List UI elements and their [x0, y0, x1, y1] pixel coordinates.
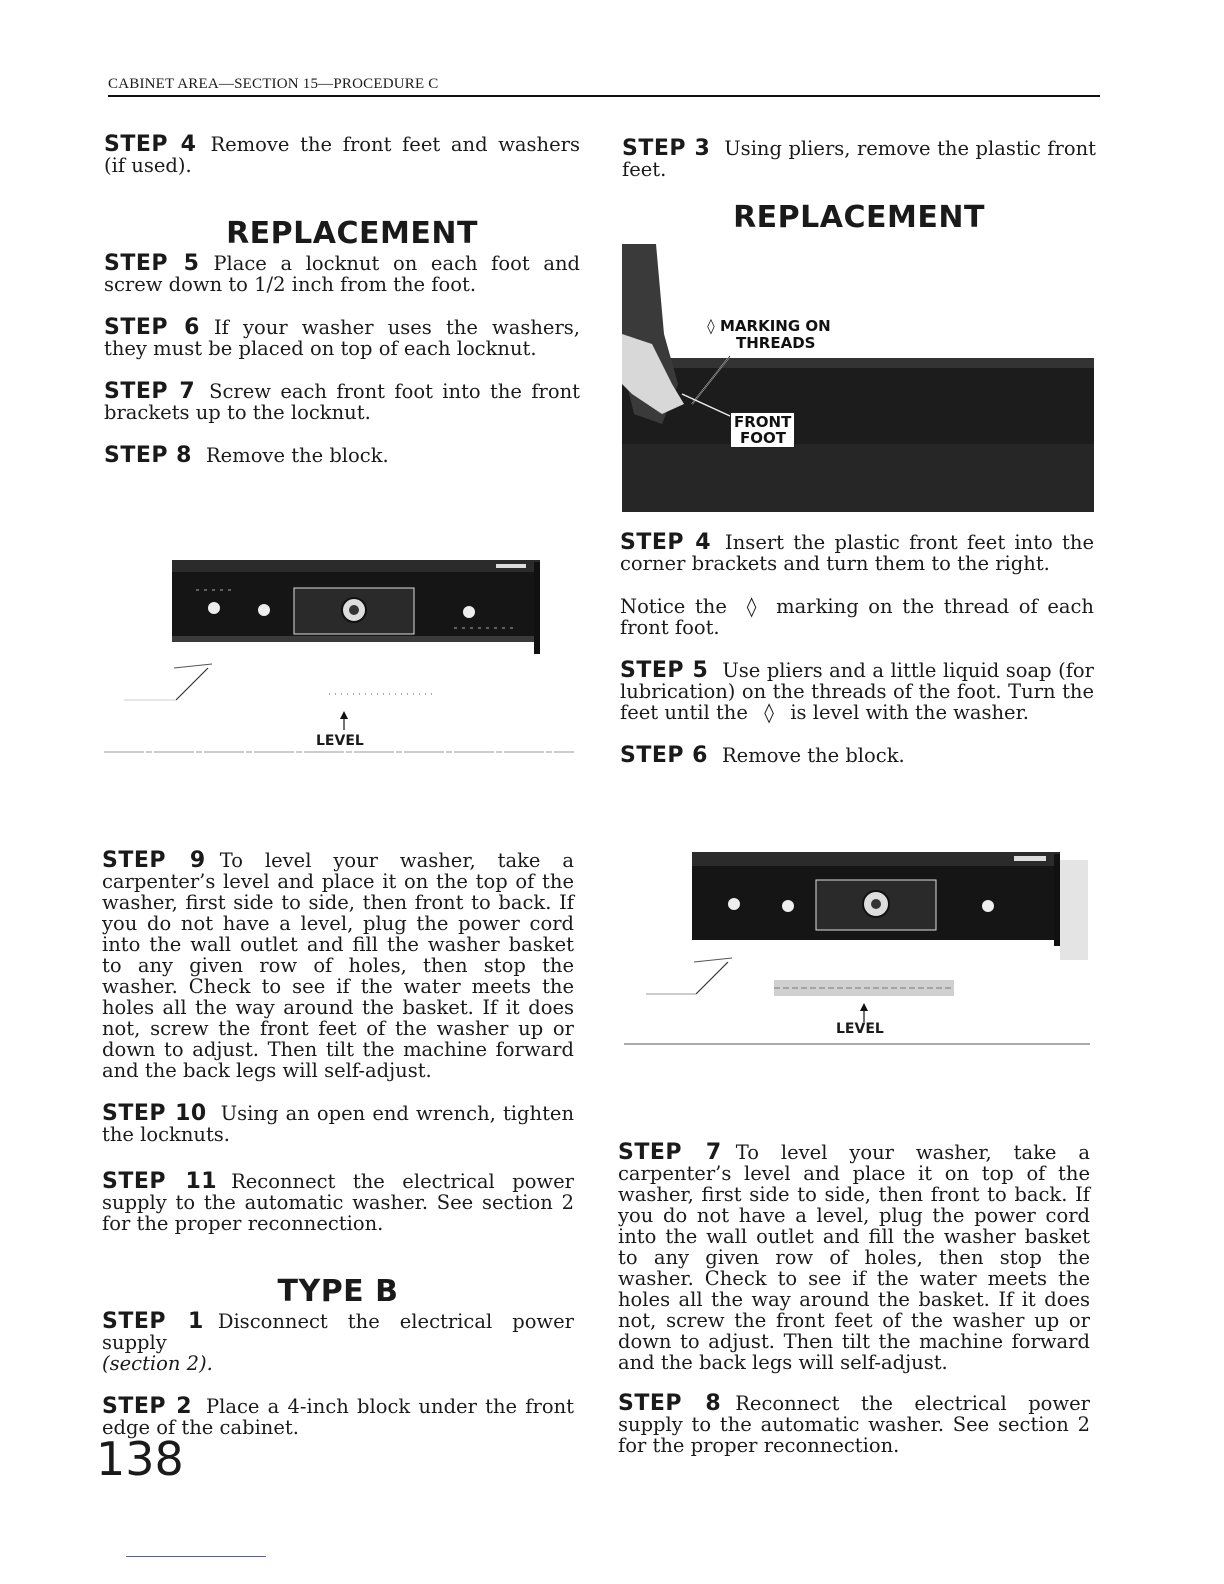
step-label: STEP 6 — [620, 743, 708, 768]
left-washer-figure — [104, 550, 574, 760]
left-step-8 — [104, 445, 580, 466]
front-foot-line2: FOOT — [740, 429, 786, 447]
left-step-10 — [102, 1103, 574, 1145]
bottom-rule — [126, 1556, 266, 1557]
step-text: Reconnect the electrical power supply to the automatic washer. See section 2 for the proper reconnection. — [618, 1392, 1090, 1457]
diamond-icon: ◊ — [707, 317, 715, 335]
step-label: STEP 4 — [104, 132, 197, 157]
left-step-9 — [102, 850, 574, 1081]
step-text: Using an open end wrench, tighten the locknuts. — [102, 1102, 575, 1146]
marking-label-line2: THREADS — [736, 334, 816, 352]
step-label: STEP 6 — [104, 315, 200, 340]
right-step-6 — [620, 745, 1094, 766]
step-text: Remove the block. — [721, 744, 905, 767]
front-foot-line1: FRONT — [734, 413, 792, 431]
left-step-5 — [104, 253, 580, 295]
step-label: STEP 5 — [620, 658, 709, 683]
step-label: STEP 2 — [102, 1394, 192, 1419]
step-text: Place a 4-inch block under the front edge of the cabinet. — [102, 1395, 574, 1439]
right-step-3 — [622, 138, 1096, 180]
type-b-step-1 — [102, 1311, 574, 1374]
front-foot-label — [730, 412, 795, 448]
step-label: STEP 8 — [618, 1391, 722, 1416]
notice-text-before: Notice the — [620, 595, 727, 618]
step-text-before: Use pliers and a little liquid soap (for lubrication) on the threads of the foot. Turn the feet until the — [620, 659, 1094, 724]
step-label: STEP 11 — [102, 1169, 218, 1194]
step-label: STEP 4 — [620, 530, 712, 555]
washer-panel-illustration — [104, 550, 574, 760]
step-text-after: is level with the washer. — [790, 701, 1029, 724]
step-text: Place a locknut on each foot and screw down to 1/2 inch from the foot. — [104, 252, 580, 296]
section-header: CABINET AREA—SECTION 15—PROCEDURE C — [108, 76, 1100, 97]
right-column-middle — [620, 532, 1094, 766]
step-label: STEP 8 — [104, 443, 192, 468]
type-b-heading: TYPE B — [277, 1274, 399, 1309]
marking-label-line1: MARKING ON — [720, 317, 831, 335]
step-text: Disconnect the electrical power supply — [102, 1310, 574, 1354]
right-column-bottom — [618, 1142, 1090, 1456]
replacement-heading: REPLACEMENT — [226, 216, 478, 251]
step-text: Using pliers, remove the plastic front feet. — [622, 137, 1096, 181]
step-label: STEP 7 — [104, 379, 196, 404]
diamond-icon: ◊ — [764, 701, 774, 724]
step-label: STEP 7 — [618, 1140, 722, 1165]
step-text: Insert the plastic front feet into the corner brackets and turn them to the right. — [620, 531, 1094, 575]
left-column-bottom — [102, 850, 574, 1438]
step-label: STEP 1 — [102, 1309, 204, 1334]
front-foot-photo-image — [622, 244, 1094, 512]
step-text: To level your washer, take a carpenter’s level and place it on the top of the washer, first side to side, then front to back. If you do not have a level, plug the power cord into the wall outlet and fill the washer basket to any given row of holes, then stop the washer. Check to see if the water meets the holes all the way around the basket. If it does not, screw the front feet of the washer up or down to adjust. Then tilt the machine forward and the back legs will self-adjust. — [102, 849, 574, 1082]
step-label: STEP 5 — [104, 251, 200, 276]
step-text: Remove the front feet and washers (if used). — [104, 133, 580, 177]
front-foot-photo — [622, 244, 1094, 512]
left-step-7 — [104, 381, 580, 423]
right-step-4 — [620, 532, 1094, 574]
step-text: If your washer uses the washers, they must be placed on top of each locknut. — [104, 316, 580, 360]
step-italic-ref: (section 2). — [102, 1352, 213, 1375]
right-step-8 — [618, 1393, 1090, 1456]
step-text: Remove the block. — [205, 444, 389, 467]
step-label: STEP 10 — [102, 1101, 207, 1126]
level-caption: LEVEL — [316, 733, 364, 749]
right-step-7 — [618, 1142, 1090, 1373]
right-column-top — [622, 138, 1096, 235]
level-caption: LEVEL — [836, 1021, 884, 1037]
left-step-11 — [102, 1171, 574, 1234]
step-label: STEP 9 — [102, 848, 206, 873]
step-label: STEP 3 — [622, 136, 711, 161]
right-step-5 — [620, 660, 1094, 723]
page-number: 138 — [96, 1432, 184, 1486]
step-text: Screw each front foot into the front brackets up to the locknut. — [104, 380, 580, 424]
left-step-4 — [104, 134, 580, 176]
notice-paragraph — [620, 596, 1094, 638]
diamond-icon: ◊ — [746, 595, 757, 618]
step-text: To level your washer, take a carpenter’s level and place it on top of the washer, first side to side, then front to back. If you do not have a level, plug the power cord into the wall outlet and fill the washer basket to any given row of holes, then stop the washer. Check to see if the water meets the holes all the way around the basket. If it does not, screw the front feet of the washer up or down to adjust. Then tilt the machine forward and the back legs will self-adjust. — [618, 1141, 1090, 1374]
left-column-top — [104, 134, 580, 466]
notice-text-after: marking on the thread of each front foot. — [620, 595, 1094, 639]
marking-on-threads-label — [702, 318, 831, 352]
right-washer-figure — [624, 840, 1090, 1052]
step-text: Reconnect the electrical power supply to the automatic washer. See section 2 for the proper reconnection. — [102, 1170, 574, 1235]
left-step-6 — [104, 317, 580, 359]
replacement-heading: REPLACEMENT — [733, 200, 985, 235]
